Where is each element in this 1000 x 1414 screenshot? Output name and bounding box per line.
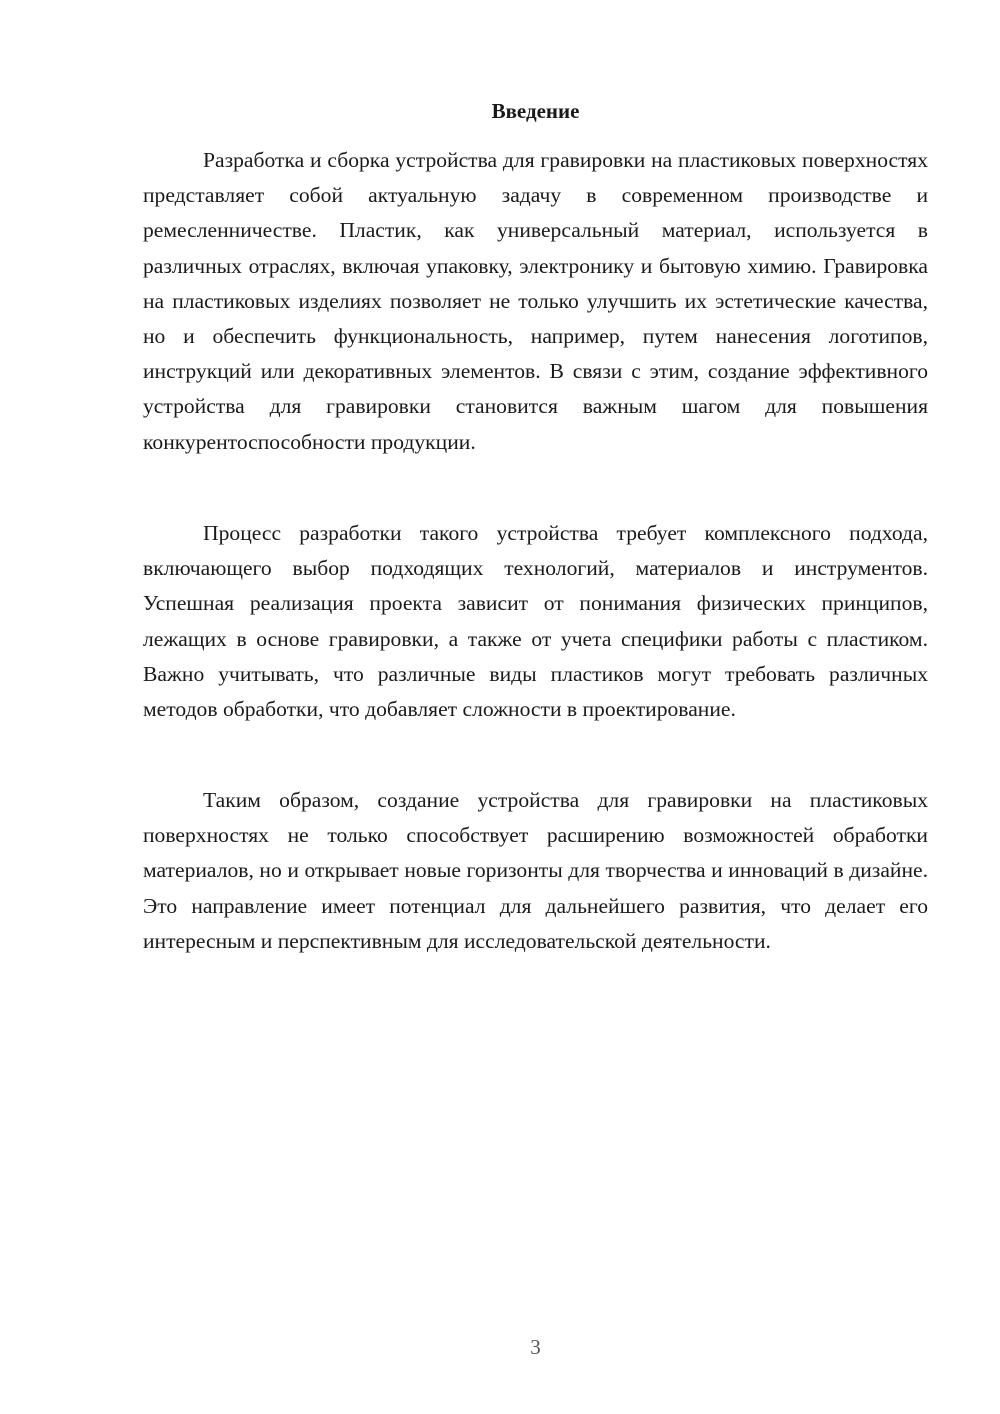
paragraph-conclusion: Таким образом, создание устройства для гравировки на пластиковых поверхностях не только способствует расширению возможностей обработки материалов, но и открывает новые горизонты для творчества и инноваций в дизайне. Это направление имеет потенциал для дальнейшего развития, что делает его интересным и перспективным для исследовательской деятельности.	[143, 788, 928, 953]
paragraph-intro: Разработка и сборка устройства для гравировки на пластиковых поверхностях представляет собой актуальную задачу в современном производстве и ремесленничестве. Пластик, как универсальный материал, используется в различных отраслях, включая упаковку, электронику и бытовую химию. Гравировка на пластиковых изделиях позволяет не только улучшить их эстетические качества, но и обеспечить функциональность, например, путем нанесения логотипов, инструкций или декоративных элементов. В связи с этим, создание эффективного устройства для гравировки становится важным шагом для повышения конкурентоспособности продукции.	[143, 148, 928, 454]
page-number: 3	[530, 1335, 541, 1359]
page-title: Введение	[491, 99, 580, 123]
paragraph-process: Процесс разработки такого устройства требует комплексного подхода, включающего выбор подходящих технологий, материалов и инструментов. Успешная реализация проекта зависит от понимания физических принципов, лежащих в основе гравировки, а также от учета специфики работы с пластиком. Важно учитывать, что различные виды пластиков могут требовать различных методов обработки, что добавляет сложности в проектирование.	[143, 521, 928, 722]
